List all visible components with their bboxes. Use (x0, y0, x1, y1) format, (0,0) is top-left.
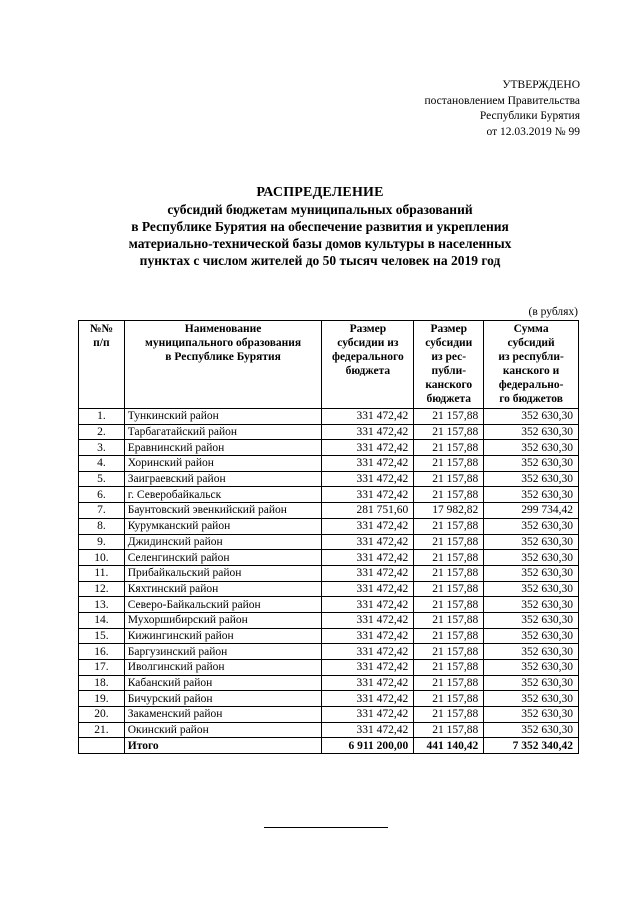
header-republic: Размер субсидии из рес- публи- канского бюджета (414, 321, 484, 409)
total-subsidy: 352 630,30 (484, 707, 579, 723)
federal-subsidy: 331 472,42 (322, 565, 414, 581)
table-row (79, 565, 579, 581)
federal-subsidy: 331 472,42 (322, 487, 414, 503)
row-number: 17. (79, 660, 125, 676)
row-number: 9. (79, 534, 125, 550)
row-number: 18. (79, 675, 125, 691)
row-number: 3. (79, 440, 125, 456)
row-number: 6. (79, 487, 125, 503)
total-subsidy: 352 630,30 (484, 534, 579, 550)
federal-subsidy: 331 472,42 (322, 409, 414, 425)
republic-subsidy: 17 982,82 (414, 503, 484, 519)
municipality-name: Курумканский район (124, 518, 322, 534)
republic-subsidy: 21 157,88 (414, 691, 484, 707)
table-row (79, 518, 579, 534)
approval-line-resolution: постановлением Правительства (424, 94, 580, 107)
republic-subsidy: 21 157,88 (414, 581, 484, 597)
table-row (79, 456, 579, 472)
total-subsidy: 352 630,30 (484, 471, 579, 487)
municipality-name: Окинский район (124, 722, 322, 738)
total-subsidy: 352 630,30 (484, 456, 579, 472)
republic-subsidy: 21 157,88 (414, 675, 484, 691)
table-row (79, 487, 579, 503)
total-subsidy: 352 630,30 (484, 518, 579, 534)
units-note: (в рублях) (528, 306, 578, 318)
municipality-name: Заиграевский район (124, 471, 322, 487)
header-total: Сумма субсидий из республи- канского и федерально- го бюджетов (484, 321, 579, 409)
row-number: 7. (79, 503, 125, 519)
row-number: 4. (79, 456, 125, 472)
row-number: 5. (79, 471, 125, 487)
total-subsidy: 299 734,42 (484, 503, 579, 519)
header-federal: Размер субсидии из федерального бюджета (322, 321, 414, 409)
total-subsidy: 352 630,30 (484, 675, 579, 691)
table-row (79, 550, 579, 566)
row-number: 11. (79, 565, 125, 581)
table-row (79, 675, 579, 691)
federal-subsidy: 281 751,60 (322, 503, 414, 519)
republic-subsidy: 21 157,88 (414, 456, 484, 472)
federal-subsidy: 331 472,42 (322, 628, 414, 644)
republic-subsidy: 21 157,88 (414, 424, 484, 440)
row-number: 19. (79, 691, 125, 707)
subsidy-table (78, 320, 579, 754)
row-number: 14. (79, 612, 125, 628)
municipality-name: Баунтовский эвенкийский район (124, 503, 322, 519)
row-number: 16. (79, 644, 125, 660)
federal-subsidy: 331 472,42 (322, 456, 414, 472)
total-subsidy: 352 630,30 (484, 581, 579, 597)
document-title (0, 184, 640, 269)
table-row (79, 691, 579, 707)
federal-subsidy: 331 472,42 (322, 471, 414, 487)
republic-subsidy: 21 157,88 (414, 471, 484, 487)
table-row (79, 440, 579, 456)
table-row (79, 581, 579, 597)
federal-subsidy: 331 472,42 (322, 707, 414, 723)
row-number: 2. (79, 424, 125, 440)
municipality-name: Тункинский район (124, 409, 322, 425)
federal-subsidy: 331 472,42 (322, 691, 414, 707)
municipality-name: Еравнинский район (124, 440, 322, 456)
title-line-1: субсидий бюджетам муниципальных образований (167, 202, 473, 217)
municipality-name: Тарбагатайский район (124, 424, 322, 440)
table-row (79, 644, 579, 660)
total-subsidy: 352 630,30 (484, 691, 579, 707)
row-number: 8. (79, 518, 125, 534)
republic-subsidy: 21 157,88 (414, 565, 484, 581)
title-line-3: материально-технической базы домов культуры в населенных (128, 236, 512, 251)
federal-subsidy: 331 472,42 (322, 644, 414, 660)
republic-subsidy: 21 157,88 (414, 550, 484, 566)
total-subsidy: 7 352 340,42 (484, 738, 579, 754)
federal-subsidy: 331 472,42 (322, 518, 414, 534)
republic-subsidy: 21 157,88 (414, 487, 484, 503)
total-subsidy: 352 630,30 (484, 440, 579, 456)
federal-subsidy: 331 472,42 (322, 550, 414, 566)
table-row (79, 660, 579, 676)
table-row (79, 471, 579, 487)
total-subsidy: 352 630,30 (484, 660, 579, 676)
table-row (79, 707, 579, 723)
republic-subsidy: 21 157,88 (414, 597, 484, 613)
municipality-name: Иволгинский район (124, 660, 322, 676)
total-subsidy: 352 630,30 (484, 565, 579, 581)
row-number: 1. (79, 409, 125, 425)
row-number (79, 738, 125, 754)
republic-subsidy: 21 157,88 (414, 722, 484, 738)
table-total-row (79, 738, 579, 754)
municipality-name: Закаменский район (124, 707, 322, 723)
title-line-2: в Республике Бурятия на обеспечение развития и укрепления (131, 219, 509, 234)
table-row (79, 722, 579, 738)
republic-subsidy: 21 157,88 (414, 534, 484, 550)
row-number: 20. (79, 707, 125, 723)
row-number: 15. (79, 628, 125, 644)
municipality-name: Кабанский район (124, 675, 322, 691)
federal-subsidy: 331 472,42 (322, 597, 414, 613)
municipality-name: Мухоршибирский район (124, 612, 322, 628)
table-row (79, 612, 579, 628)
federal-subsidy: 331 472,42 (322, 612, 414, 628)
table-body (79, 409, 579, 754)
title-line-4: пунктах с числом жителей до 50 тысяч человек на 2019 год (139, 253, 501, 268)
federal-subsidy: 6 911 200,00 (322, 738, 414, 754)
table-row (79, 503, 579, 519)
federal-subsidy: 331 472,42 (322, 660, 414, 676)
header-num: №№ п/п (79, 321, 125, 409)
table-row (79, 409, 579, 425)
republic-subsidy: 21 157,88 (414, 440, 484, 456)
municipality-name: Кижингинский район (124, 628, 322, 644)
federal-subsidy: 331 472,42 (322, 675, 414, 691)
republic-subsidy: 21 157,88 (414, 660, 484, 676)
row-number: 21. (79, 722, 125, 738)
republic-subsidy: 21 157,88 (414, 707, 484, 723)
republic-subsidy: 21 157,88 (414, 628, 484, 644)
federal-subsidy: 331 472,42 (322, 440, 414, 456)
federal-subsidy: 331 472,42 (322, 424, 414, 440)
row-number: 12. (79, 581, 125, 597)
table-row (79, 628, 579, 644)
table-row (79, 534, 579, 550)
municipality-name: Селенгинский район (124, 550, 322, 566)
total-subsidy: 352 630,30 (484, 644, 579, 660)
federal-subsidy: 331 472,42 (322, 722, 414, 738)
municipality-name: Бичурский район (124, 691, 322, 707)
republic-subsidy: 21 157,88 (414, 644, 484, 660)
federal-subsidy: 331 472,42 (322, 534, 414, 550)
header-name: Наименование муниципального образования в Республике Бурятия (124, 321, 322, 409)
approval-line-republic: Республики Бурятия (479, 110, 580, 122)
total-subsidy: 352 630,30 (484, 612, 579, 628)
table-row (79, 424, 579, 440)
republic-subsidy: 441 140,42 (414, 738, 484, 754)
total-subsidy: 352 630,30 (484, 409, 579, 425)
approval-line-date-number: от 12.03.2019 № 99 (486, 125, 580, 138)
approval-line-approved: УТВЕРЖДЕНО (502, 79, 580, 91)
row-number: 13. (79, 597, 125, 613)
table-row (79, 597, 579, 613)
separator-line (264, 827, 388, 828)
total-subsidy: 352 630,30 (484, 722, 579, 738)
republic-subsidy: 21 157,88 (414, 612, 484, 628)
municipality-name: Баргузинский район (124, 644, 322, 660)
total-subsidy: 352 630,30 (484, 550, 579, 566)
municipality-name: г. Северобайкальск (124, 487, 322, 503)
total-subsidy: 352 630,30 (484, 487, 579, 503)
row-number: 10. (79, 550, 125, 566)
municipality-name: Хоринский район (124, 456, 322, 472)
title-main: РАСПРЕДЕЛЕНИЕ (256, 185, 384, 200)
municipality-name: Итого (124, 738, 322, 754)
municipality-name: Северо-Байкальский район (124, 597, 322, 613)
republic-subsidy: 21 157,88 (414, 409, 484, 425)
municipality-name: Джидинский район (124, 534, 322, 550)
total-subsidy: 352 630,30 (484, 424, 579, 440)
total-subsidy: 352 630,30 (484, 628, 579, 644)
municipality-name: Кяхтинский район (124, 581, 322, 597)
federal-subsidy: 331 472,42 (322, 581, 414, 597)
table-header-row (79, 321, 579, 409)
municipality-name: Прибайкальский район (124, 565, 322, 581)
total-subsidy: 352 630,30 (484, 597, 579, 613)
republic-subsidy: 21 157,88 (414, 518, 484, 534)
approval-stamp (424, 78, 580, 140)
